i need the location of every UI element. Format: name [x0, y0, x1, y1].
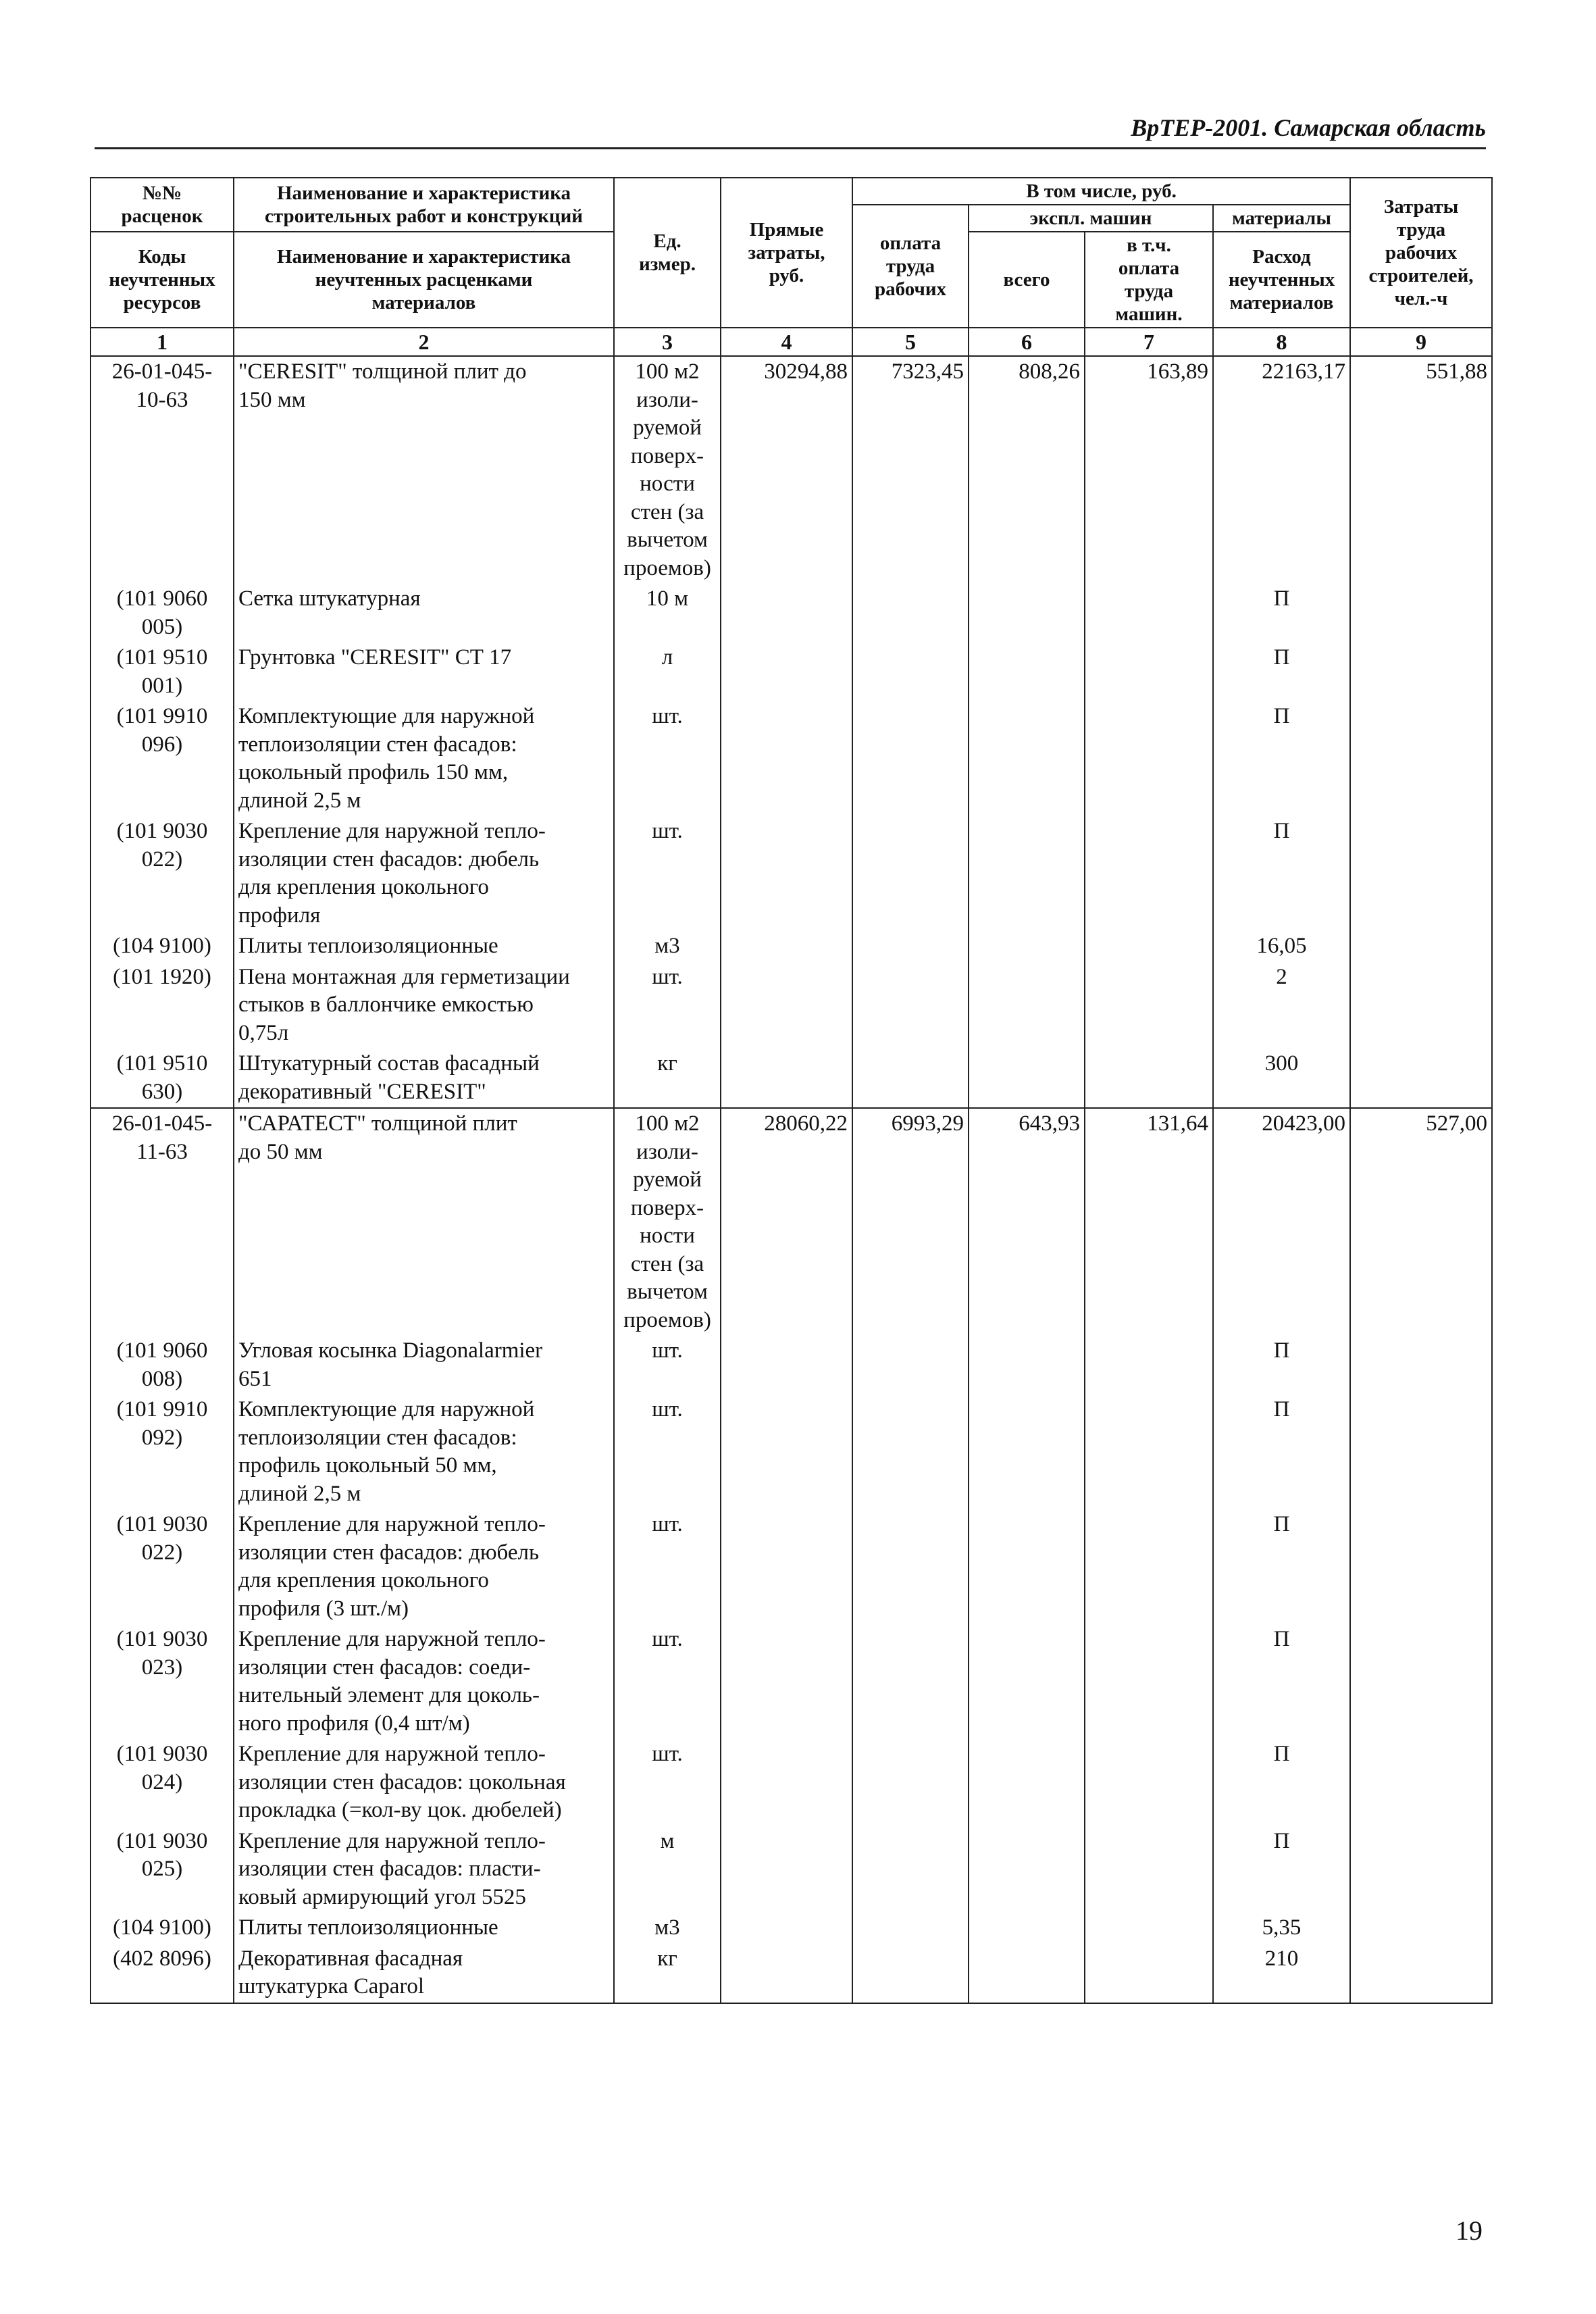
labor-hours — [1350, 1739, 1492, 1826]
machines-total — [969, 1624, 1085, 1739]
machines-total — [969, 931, 1085, 962]
labor-hours — [1350, 1944, 1492, 2003]
machines-total — [969, 1944, 1085, 2003]
header-machines: экспл. машин — [969, 205, 1213, 232]
worker-pay — [852, 584, 969, 643]
page-header — [95, 108, 1486, 149]
unit-of-measure: 100 м2 изоли- руемой поверх- ности стен (за вычетом проемов) — [614, 1108, 721, 1336]
direct-costs — [721, 1826, 852, 1913]
materials-value: 20423,00 — [1213, 1108, 1350, 1336]
material-row — [91, 1913, 1492, 1944]
rate-code: (104 9100) — [91, 1913, 234, 1944]
material-row — [91, 1049, 1492, 1108]
unit-of-measure: шт. — [614, 1509, 721, 1624]
rate-code: (101 9910 092) — [91, 1394, 234, 1509]
materials-value: 210 — [1213, 1944, 1350, 2003]
machine-operator-pay — [1085, 816, 1213, 931]
unit-of-measure: шт. — [614, 1336, 721, 1394]
machine-operator-pay — [1085, 1739, 1213, 1826]
item-name: Плиты теплоизоляционные — [234, 1913, 614, 1944]
material-row — [91, 584, 1492, 643]
header-resource-codes: Коды неучтенных ресурсов — [91, 232, 234, 328]
item-name: Штукатурный состав фасадный декоративный "CERESIT" — [234, 1049, 614, 1108]
rate-row — [91, 1108, 1492, 1336]
item-name: Плиты теплоизоляционные — [234, 931, 614, 962]
material-row — [91, 1509, 1492, 1624]
item-name: Комплектующие для наружной теплоизоляции стен фасадов: цокольный профиль 150 мм, длиной 2,5 м — [234, 701, 614, 816]
direct-costs — [721, 584, 852, 643]
item-name: Крепление для наружной тепло- изоляции стен фасадов: дюбель для крепления цокольного профиля — [234, 816, 614, 931]
unit-of-measure: кг — [614, 1944, 721, 2003]
machine-operator-pay — [1085, 1049, 1213, 1108]
direct-costs: 28060,22 — [721, 1108, 852, 1336]
column-number: 4 — [721, 328, 852, 356]
rate-code: (104 9100) — [91, 931, 234, 962]
materials-value: П — [1213, 643, 1350, 701]
unit-of-measure: шт. — [614, 816, 721, 931]
materials-value: П — [1213, 1624, 1350, 1739]
item-name: Крепление для наружной тепло- изоляции стен фасадов: дюбель для крепления цокольного профиля (3 шт./м) — [234, 1509, 614, 1624]
machines-total: 808,26 — [969, 356, 1085, 584]
direct-costs — [721, 701, 852, 816]
worker-pay — [852, 1394, 969, 1509]
document-title: ВрТЕР-2001. Самарская область — [1131, 114, 1486, 141]
labor-hours — [1350, 1394, 1492, 1509]
labor-hours — [1350, 1624, 1492, 1739]
worker-pay — [852, 643, 969, 701]
machines-total — [969, 1509, 1085, 1624]
item-name: Пена монтажная для герметизации стыков в баллончике емкостью 0,75л — [234, 962, 614, 1049]
labor-hours — [1350, 1509, 1492, 1624]
worker-pay — [852, 1336, 969, 1394]
header-materials: материалы — [1213, 205, 1350, 232]
machines-total — [969, 1394, 1085, 1509]
materials-value: П — [1213, 1826, 1350, 1913]
unit-of-measure: кг — [614, 1049, 721, 1108]
header-machines-total: всего — [969, 232, 1085, 328]
material-row — [91, 1944, 1492, 2003]
column-number: 9 — [1350, 328, 1492, 356]
machines-total — [969, 1739, 1085, 1826]
machines-total — [969, 962, 1085, 1049]
labor-hours — [1350, 1336, 1492, 1394]
worker-pay: 7323,45 — [852, 356, 969, 584]
labor-hours — [1350, 931, 1492, 962]
materials-value: 16,05 — [1213, 931, 1350, 962]
materials-value: П — [1213, 1336, 1350, 1394]
machine-operator-pay — [1085, 931, 1213, 962]
item-name: Декоративная фасадная штукатурка Caparol — [234, 1944, 614, 2003]
materials-value: П — [1213, 1394, 1350, 1509]
column-numbers-row — [91, 328, 1492, 356]
item-name: "САРАТЕСТ" толщиной плит до 50 мм — [234, 1108, 614, 1336]
header-work-name: Наименование и характеристика строительных работ и конструкций — [234, 178, 614, 232]
materials-value: 5,35 — [1213, 1913, 1350, 1944]
rate-code: (101 9030 025) — [91, 1826, 234, 1913]
header-labor-hours: Затраты труда рабочих строителей, чел.-ч — [1350, 178, 1492, 328]
header-unit: Ед. измер. — [614, 178, 721, 328]
column-number: 7 — [1085, 328, 1213, 356]
machine-operator-pay — [1085, 1509, 1213, 1624]
labor-hours — [1350, 584, 1492, 643]
rate-code: (101 1920) — [91, 962, 234, 1049]
material-row — [91, 816, 1492, 931]
materials-value: П — [1213, 816, 1350, 931]
rate-code: 26-01-045- 10-63 — [91, 356, 234, 584]
worker-pay — [852, 1739, 969, 1826]
labor-hours — [1350, 1049, 1492, 1108]
machine-operator-pay — [1085, 643, 1213, 701]
material-row — [91, 1624, 1492, 1739]
header-rates-no: №№ расценок — [91, 178, 234, 232]
materials-value: 300 — [1213, 1049, 1350, 1108]
rate-code: (101 9910 096) — [91, 701, 234, 816]
direct-costs — [721, 1394, 852, 1509]
direct-costs — [721, 1913, 852, 1944]
direct-costs — [721, 1624, 852, 1739]
labor-hours — [1350, 816, 1492, 931]
worker-pay — [852, 1913, 969, 1944]
unit-of-measure: л — [614, 643, 721, 701]
machine-operator-pay — [1085, 1944, 1213, 2003]
estimate-table — [90, 177, 1493, 2004]
unit-of-measure: шт. — [614, 701, 721, 816]
header-direct-costs: Прямые затраты, руб. — [721, 178, 852, 328]
labor-hours: 551,88 — [1350, 356, 1492, 584]
rate-code: (101 9510 001) — [91, 643, 234, 701]
unit-of-measure: шт. — [614, 1624, 721, 1739]
rate-code: (101 9030 022) — [91, 816, 234, 931]
machine-operator-pay — [1085, 962, 1213, 1049]
material-row — [91, 1336, 1492, 1394]
machine-operator-pay: 131,64 — [1085, 1108, 1213, 1336]
machine-operator-pay — [1085, 1336, 1213, 1394]
materials-value: 22163,17 — [1213, 356, 1350, 584]
direct-costs — [721, 962, 852, 1049]
machines-total — [969, 1826, 1085, 1913]
machine-operator-pay — [1085, 1394, 1213, 1509]
rate-code: (101 9030 023) — [91, 1624, 234, 1739]
materials-value: П — [1213, 584, 1350, 643]
machine-operator-pay: 163,89 — [1085, 356, 1213, 584]
direct-costs — [721, 643, 852, 701]
unit-of-measure: м — [614, 1826, 721, 1913]
direct-costs — [721, 816, 852, 931]
material-row — [91, 962, 1492, 1049]
item-name: Крепление для наружной тепло- изоляции стен фасадов: пласти- ковый армирующий угол 5525 — [234, 1826, 614, 1913]
labor-hours — [1350, 643, 1492, 701]
worker-pay: 6993,29 — [852, 1108, 969, 1336]
materials-value: П — [1213, 1739, 1350, 1826]
rate-code: 26-01-045- 11-63 — [91, 1108, 234, 1336]
worker-pay — [852, 1049, 969, 1108]
unit-of-measure: шт. — [614, 962, 721, 1049]
worker-pay — [852, 1826, 969, 1913]
labor-hours — [1350, 1913, 1492, 1944]
item-name: Крепление для наружной тепло- изоляции стен фасадов: соеди- нительный элемент для цоколь- ного профиля (0,4 шт/м) — [234, 1624, 614, 1739]
worker-pay — [852, 1509, 969, 1624]
labor-hours — [1350, 962, 1492, 1049]
worker-pay — [852, 1944, 969, 2003]
machines-total — [969, 1336, 1085, 1394]
unit-of-measure: м3 — [614, 1913, 721, 1944]
materials-value: 2 — [1213, 962, 1350, 1049]
direct-costs — [721, 1049, 852, 1108]
unit-of-measure: шт. — [614, 1739, 721, 1826]
material-row — [91, 931, 1492, 962]
labor-hours — [1350, 701, 1492, 816]
machines-total — [969, 701, 1085, 816]
machines-total — [969, 1913, 1085, 1944]
worker-pay — [852, 816, 969, 931]
machine-operator-pay — [1085, 584, 1213, 643]
direct-costs — [721, 1944, 852, 2003]
worker-pay — [852, 1624, 969, 1739]
machine-operator-pay — [1085, 1624, 1213, 1739]
unit-of-measure: 10 м — [614, 584, 721, 643]
header-material-name: Наименование и характеристика неучтенных расценками материалов — [234, 232, 614, 328]
page-number: 19 — [1456, 2215, 1483, 2246]
item-name: Грунтовка "CERESIT" СТ 17 — [234, 643, 614, 701]
machines-total — [969, 584, 1085, 643]
machine-operator-pay — [1085, 1826, 1213, 1913]
material-row — [91, 1826, 1492, 1913]
direct-costs — [721, 1509, 852, 1624]
item-name: "CERESIT" толщиной плит до 150 мм — [234, 356, 614, 584]
header-including: В том числе, руб. — [852, 178, 1350, 205]
machines-total — [969, 1049, 1085, 1108]
material-row — [91, 1739, 1492, 1826]
machines-total — [969, 816, 1085, 931]
labor-hours — [1350, 1826, 1492, 1913]
rate-code: (101 9030 022) — [91, 1509, 234, 1624]
column-number: 1 — [91, 328, 234, 356]
direct-costs: 30294,88 — [721, 356, 852, 584]
labor-hours: 527,00 — [1350, 1108, 1492, 1336]
column-number: 2 — [234, 328, 614, 356]
rate-code: (101 9030 024) — [91, 1739, 234, 1826]
direct-costs — [721, 931, 852, 962]
unit-of-measure: шт. — [614, 1394, 721, 1509]
material-row — [91, 701, 1492, 816]
column-number: 3 — [614, 328, 721, 356]
material-row — [91, 1394, 1492, 1509]
header-worker-pay: оплата труда рабочих — [852, 205, 969, 328]
worker-pay — [852, 962, 969, 1049]
machines-total — [969, 643, 1085, 701]
rate-code: (402 8096) — [91, 1944, 234, 2003]
material-row — [91, 643, 1492, 701]
column-number: 5 — [852, 328, 969, 356]
item-name: Комплектующие для наружной теплоизоляции стен фасадов: профиль цокольный 50 мм, длиной 2,5 м — [234, 1394, 614, 1509]
column-number: 6 — [969, 328, 1085, 356]
machine-operator-pay — [1085, 1913, 1213, 1944]
item-name: Крепление для наружной тепло- изоляции стен фасадов: цокольная прокладка (=кол-ву цок. дюбелей) — [234, 1739, 614, 1826]
materials-value: П — [1213, 1509, 1350, 1624]
rate-code: (101 9060 005) — [91, 584, 234, 643]
item-name: Сетка штукатурная — [234, 584, 614, 643]
rate-code: (101 9510 630) — [91, 1049, 234, 1108]
direct-costs — [721, 1739, 852, 1826]
header-material-consumption: Расход неучтенных материалов — [1213, 232, 1350, 328]
materials-value: П — [1213, 701, 1350, 816]
machines-total: 643,93 — [969, 1108, 1085, 1336]
rate-code: (101 9060 008) — [91, 1336, 234, 1394]
item-name: Угловая косынка Diagonalarmier 651 — [234, 1336, 614, 1394]
unit-of-measure: 100 м2 изоли- руемой поверх- ности стен (за вычетом проемов) — [614, 356, 721, 584]
unit-of-measure: м3 — [614, 931, 721, 962]
machine-operator-pay — [1085, 701, 1213, 816]
rate-row — [91, 356, 1492, 584]
worker-pay — [852, 701, 969, 816]
column-number: 8 — [1213, 328, 1350, 356]
header-machine-operator-pay: в т.ч. оплата труда машин. — [1085, 232, 1213, 328]
direct-costs — [721, 1336, 852, 1394]
worker-pay — [852, 931, 969, 962]
